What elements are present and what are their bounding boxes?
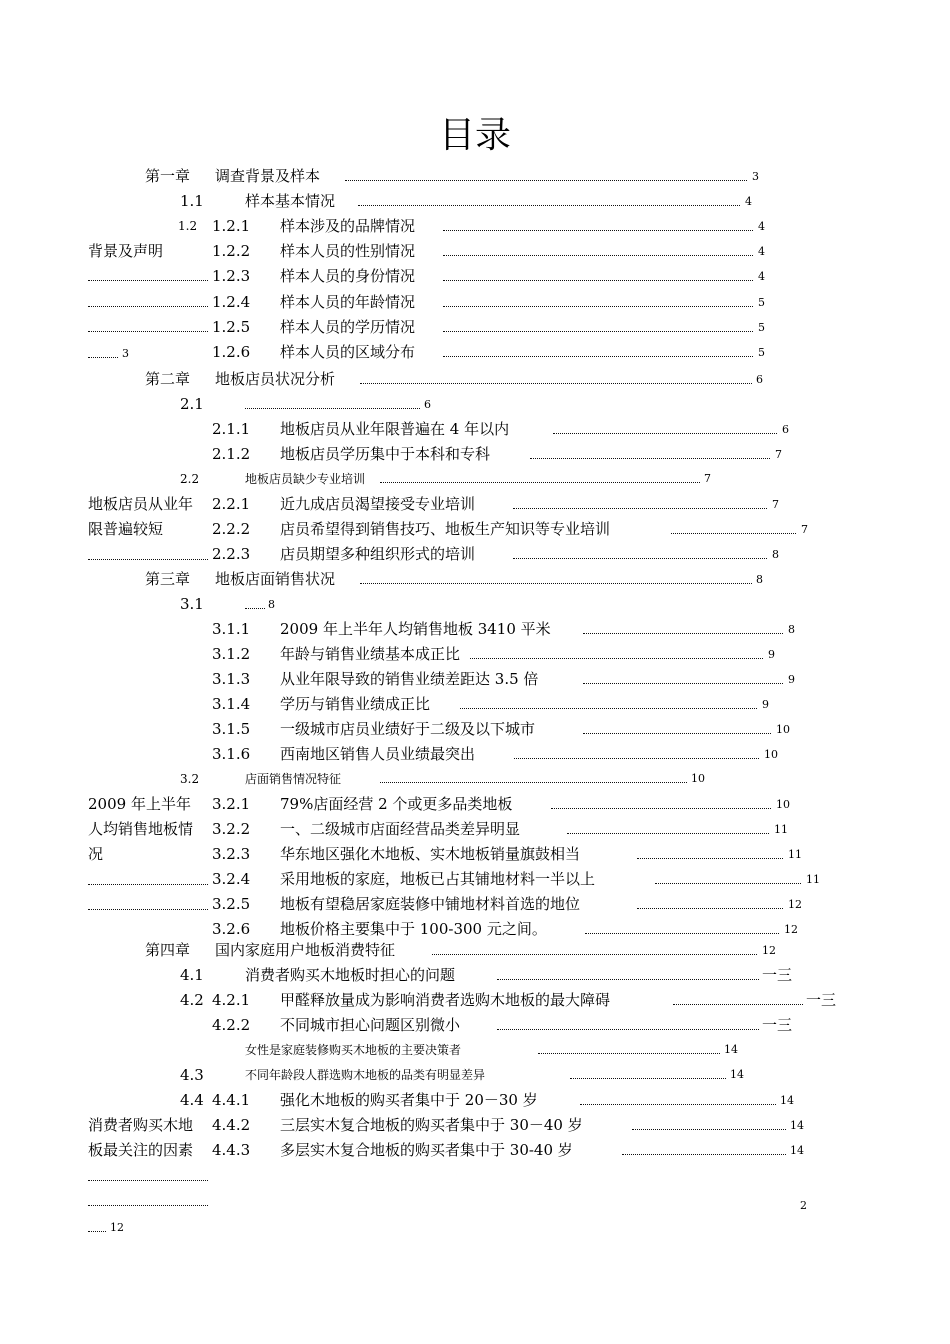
toc-number: 3.2.4: [212, 870, 251, 888]
toc-number: 4.2: [180, 991, 204, 1009]
toc-number: 第二章: [145, 370, 191, 388]
toc-title: 近九成店员渴望接受专业培训: [280, 495, 476, 513]
toc-page: 6: [756, 373, 763, 386]
toc-number: 4.1: [180, 966, 204, 984]
toc-number: 1.2: [178, 219, 198, 233]
toc-page: 12: [110, 1221, 124, 1234]
toc-number: 4.4.1: [212, 1091, 251, 1109]
toc-page: 10: [776, 798, 790, 811]
toc-title: 不同年龄段人群选购木地板的品类有明显差异: [245, 1068, 486, 1082]
toc-page: 8: [772, 548, 779, 561]
toc-page: 一三: [762, 966, 793, 984]
toc-title: 店面销售情况特征: [245, 772, 342, 786]
toc-number: 3.1.1: [212, 620, 251, 638]
toc-title: 国内家庭用户地板消费特征: [215, 941, 396, 959]
toc-page: 12: [788, 898, 802, 911]
side-note-label: 2009 年上半年: [88, 795, 191, 813]
toc-number: 1.2.1: [212, 217, 251, 235]
toc-title: 从业年限导致的销售业绩差距达 3.5 倍: [280, 670, 539, 688]
side-note-label: 地板店员从业年: [88, 495, 194, 513]
toc-page: 4: [758, 270, 765, 283]
toc-page: 5: [758, 346, 765, 359]
toc-number: 第三章: [145, 570, 191, 588]
side-note-label: 人均销售地板情: [88, 820, 194, 838]
toc-number: 1.2.2: [212, 242, 251, 260]
toc-title: 甲醛释放量成为影响消费者选购木地板的最大障碍: [280, 991, 611, 1009]
toc-title: 店员希望得到销售技巧、地板生产知识等专业培训: [280, 520, 611, 538]
toc-page: 10: [691, 772, 705, 785]
toc-page: 11: [788, 848, 802, 861]
toc-page: 一三: [762, 1016, 793, 1034]
toc-number: 2.1: [180, 395, 204, 413]
toc-number: 4.4: [180, 1091, 204, 1109]
toc-title: 样本人员的年龄情况: [280, 293, 416, 311]
side-note-label: 消费者购买木地: [88, 1116, 194, 1134]
toc-page: 8: [268, 598, 275, 611]
toc-page: 11: [806, 873, 820, 886]
toc-number: 第四章: [145, 941, 191, 959]
toc-page: 7: [772, 498, 779, 511]
toc-title: 地板店面销售状况: [215, 570, 336, 588]
toc-number: 2.2: [180, 472, 200, 486]
toc-number: 3.2.5: [212, 895, 251, 913]
toc-number: 第一章: [145, 167, 191, 185]
toc-title: 消费者购买木地板时担心的问题: [245, 966, 456, 984]
toc-page: 3: [752, 170, 759, 183]
toc-number: 3.1: [180, 595, 204, 613]
toc-page: 7: [704, 472, 711, 485]
toc-page: 6: [782, 423, 789, 436]
toc-number: 1.2.4: [212, 293, 251, 311]
toc-page: 14: [790, 1144, 804, 1157]
toc-title: 多层实木复合地板的购买者集中于 30-40 岁: [280, 1141, 573, 1159]
toc-title: 2009 年上半年人均销售地板 3410 平米: [280, 620, 551, 638]
toc-number: 3.2.6: [212, 920, 251, 938]
toc-title: 女性是家庭装修购买木地板的主要决策者: [245, 1043, 462, 1057]
toc-title: 采用地板的家庭，地板已占其铺地材料一半以上: [280, 870, 596, 888]
toc-title: 地板价格主要集中于 100-300 元之间。: [280, 920, 547, 938]
toc-page: 3: [122, 347, 129, 360]
toc-number: 4.2.2: [212, 1016, 251, 1034]
toc-title: 三层实木复合地板的购买者集中于 30－40 岁: [280, 1116, 583, 1134]
side-note-label: 况: [88, 845, 104, 863]
toc-number: 4.4.3: [212, 1141, 251, 1159]
toc-number: 1.2.3: [212, 267, 251, 285]
toc-title: 一级城市店员业绩好于二级及以下城市: [280, 720, 536, 738]
toc-page: 5: [758, 296, 765, 309]
toc-number: 1.2.5: [212, 318, 251, 336]
toc-page: 14: [730, 1068, 744, 1081]
toc-number: 3.2.3: [212, 845, 251, 863]
toc-number: 2.1.2: [212, 445, 251, 463]
toc-number: 3.1.5: [212, 720, 251, 738]
toc-title: 年龄与销售业绩基本成正比: [280, 645, 461, 663]
toc-title: 地板店员从业年限普遍在 4 年以内: [280, 420, 510, 438]
toc-page: 10: [776, 723, 790, 736]
toc-number: 3.2: [180, 772, 200, 786]
toc-title: 地板店员状况分析: [215, 370, 336, 388]
toc-title: 样本人员的学历情况: [280, 318, 416, 336]
toc-title: 样本人员的性别情况: [280, 242, 416, 260]
toc-number: 3.1.2: [212, 645, 251, 663]
toc-title: 调查背景及样本: [215, 167, 321, 185]
toc-page: 4: [758, 220, 765, 233]
toc-number: 1.2.6: [212, 343, 251, 361]
toc-title: 一、二级城市店面经营品类差异明显: [280, 820, 521, 838]
toc-title: 华东地区强化木地板、实木地板销量旗鼓相当: [280, 845, 581, 863]
toc-page: 11: [774, 823, 788, 836]
toc-page: 7: [775, 448, 782, 461]
toc-page: 4: [758, 245, 765, 258]
toc-number: 4.2.1: [212, 991, 251, 1009]
toc-title: 样本人员的区域分布: [280, 343, 416, 361]
toc-title: 强化木地板的购买者集中于 20－30 岁: [280, 1091, 538, 1109]
toc-title: 不同城市担心问题区别微小: [280, 1016, 461, 1034]
toc-number: 1.1: [180, 192, 204, 210]
toc-title: 店员期望多种组织形式的培训: [280, 545, 476, 563]
toc-number: 4.4.2: [212, 1116, 251, 1134]
toc-page: 8: [756, 573, 763, 586]
side-note-label: 背景及声明: [88, 242, 164, 260]
toc-page: 12: [762, 944, 776, 957]
toc-page: 14: [790, 1119, 804, 1132]
toc-page: 8: [788, 623, 795, 636]
page-title: 目录: [438, 115, 511, 156]
toc-title: 样本基本情况: [245, 192, 336, 210]
toc-page: 7: [801, 523, 808, 536]
toc-title: 西南地区销售人员业绩最突出: [280, 745, 476, 763]
toc-page: 12: [784, 923, 798, 936]
toc-page: 14: [780, 1094, 794, 1107]
toc-number: 3.2.1: [212, 795, 251, 813]
toc-page: 6: [424, 398, 431, 411]
page-number: 2: [800, 1199, 807, 1212]
toc-title: 79%店面经营 2 个或更多品类地板: [280, 795, 513, 813]
side-note-label: 限普遍较短: [88, 520, 164, 538]
toc-page: 9: [762, 698, 769, 711]
toc-page: 一三: [806, 991, 837, 1009]
toc-title: 样本涉及的品牌情况: [280, 217, 416, 235]
side-note-label: 板最关注的因素: [88, 1141, 194, 1159]
toc-number: 2.2.2: [212, 520, 251, 538]
toc-number: 2.2.3: [212, 545, 251, 563]
toc-page: 10: [764, 748, 778, 761]
toc-title: 地板有望稳居家庭装修中铺地材料首选的地位: [280, 895, 581, 913]
toc-page: 5: [758, 321, 765, 334]
toc-number: 3.1.6: [212, 745, 251, 763]
toc-page: 9: [768, 648, 775, 661]
toc-number: 2.1.1: [212, 420, 251, 438]
toc-number: 3.1.3: [212, 670, 251, 688]
toc-title: 地板店员学历集中于本科和专科: [280, 445, 491, 463]
toc-title: 样本人员的身份情况: [280, 267, 416, 285]
toc-page: 4: [745, 195, 752, 208]
toc-number: 3.2.2: [212, 820, 251, 838]
toc-number: 3.1.4: [212, 695, 251, 713]
toc-number: 2.2.1: [212, 495, 251, 513]
toc-title: 学历与销售业绩成正比: [280, 695, 431, 713]
toc-number: 4.3: [180, 1066, 204, 1084]
toc-title: 地板店员缺少专业培训: [245, 472, 366, 486]
toc-page: 9: [788, 673, 795, 686]
toc-page: 14: [724, 1043, 738, 1056]
